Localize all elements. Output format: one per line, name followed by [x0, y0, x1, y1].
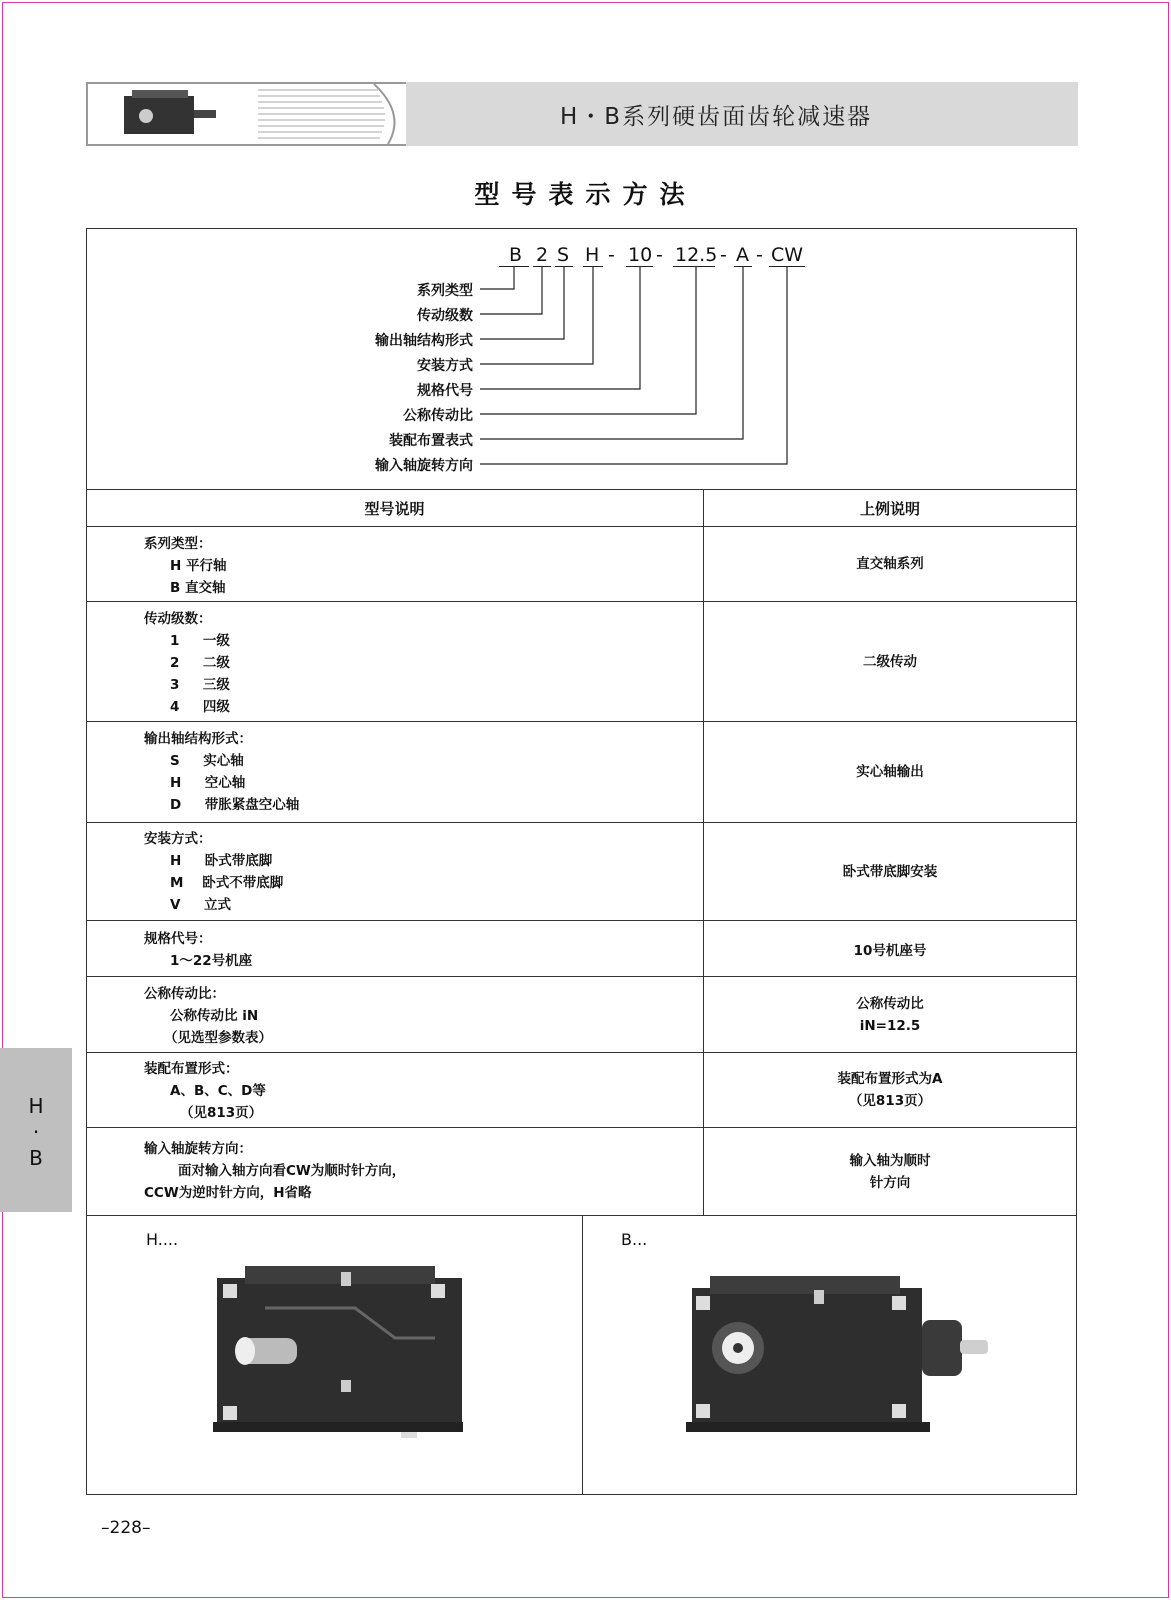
- code-label-series: 系列类型: [417, 283, 473, 299]
- table-example-cell: 实心轴输出: [856, 764, 924, 780]
- code-separator: -: [608, 244, 615, 266]
- code-part-series: B: [509, 244, 523, 266]
- code-label-shaft: 输出轴结构形式: [375, 333, 473, 349]
- code-part-shaft: S: [557, 244, 570, 266]
- table-example-cell: 装配布置形式为A （见813页）: [837, 1071, 943, 1109]
- table-example-cell: 卧式带底脚安装: [842, 864, 938, 880]
- photo-divider: [582, 1215, 583, 1494]
- code-separator: -: [656, 244, 663, 266]
- code-label-stages: 传动级数: [417, 308, 473, 324]
- code-part-arrangement: A: [736, 244, 749, 266]
- table-example-cell: 二级传动: [863, 654, 917, 670]
- table-example-cell: 公称传动比 iN=12.5: [856, 996, 924, 1034]
- b-series-reducer-image: [680, 1270, 1005, 1440]
- table-row-rule: [86, 1052, 1077, 1053]
- header-title: H・B系列硬齿面齿轮减速器: [560, 104, 873, 130]
- code-label-size: 规格代号: [417, 383, 473, 399]
- table-row: 规格代号： 1～22号机座: [144, 931, 253, 969]
- table-example-cell: 输入轴为顺时 针方向: [849, 1153, 931, 1191]
- table-row: 输出轴结构形式： S 实心轴 H 空心轴 D 带胀紧盘空心轴: [144, 731, 300, 813]
- photo-label-b: B...: [621, 1230, 648, 1249]
- code-part-ratio: 12.5: [675, 244, 718, 266]
- table-row: 传动级数： 1 一级 2 二级 3 三级 4 四级: [144, 611, 230, 715]
- code-label-ratio: 公称传动比: [403, 408, 473, 424]
- table-row: 公称传动比： 公称传动比 iN （见选型参数表）: [144, 986, 272, 1046]
- table-row-rule: [86, 976, 1077, 977]
- code-separator: -: [720, 244, 727, 266]
- code-separator: -: [756, 244, 763, 266]
- code-part-mounting: H: [585, 244, 600, 266]
- table-header-description: 型号说明: [364, 500, 425, 518]
- photo-label-h: H....: [146, 1230, 179, 1249]
- code-part-rotation: CW: [771, 244, 804, 266]
- page-number: –228–: [101, 1518, 151, 1538]
- table-header-example: 上例说明: [859, 500, 920, 518]
- side-section-tab-label: H · B: [28, 1094, 44, 1170]
- table-row: 安装方式： H 卧式带底脚 M 卧式不带底脚 V 立式: [144, 831, 284, 913]
- code-part-size: 10: [628, 244, 653, 266]
- code-label-arrangement: 装配布置表式: [389, 433, 473, 449]
- table-row-rule: [86, 1127, 1077, 1128]
- table-top-rule: [86, 489, 1077, 490]
- table-row-rule: [86, 822, 1077, 823]
- table-row-rule: [86, 920, 1077, 921]
- table-row-rule: [86, 721, 1077, 722]
- table-row: 系列类型： H 平行轴 B 直交轴: [144, 536, 227, 596]
- h-series-reducer-image: [205, 1258, 470, 1448]
- table-row: 装配布置形式： A、B、C、D等 （见813页）: [144, 1061, 266, 1121]
- table-example-cell: 直交轴系列: [856, 556, 924, 572]
- table-row: 输入轴旋转方向： 面对输入轴方向看CW为顺时针方向， CCW为逆时针方向，H省略: [144, 1141, 406, 1201]
- table-row-rule: [86, 526, 1077, 527]
- code-part-stages: 2: [536, 244, 549, 266]
- code-label-mounting: 安装方式: [417, 358, 473, 374]
- code-label-rotation: 输入轴旋转方向: [375, 458, 473, 474]
- page-title: 型号表示方法: [474, 180, 697, 209]
- table-row-rule: [86, 601, 1077, 602]
- code-leader-lines: [0, 0, 1171, 500]
- table-example-cell: 10号机座号: [853, 943, 927, 959]
